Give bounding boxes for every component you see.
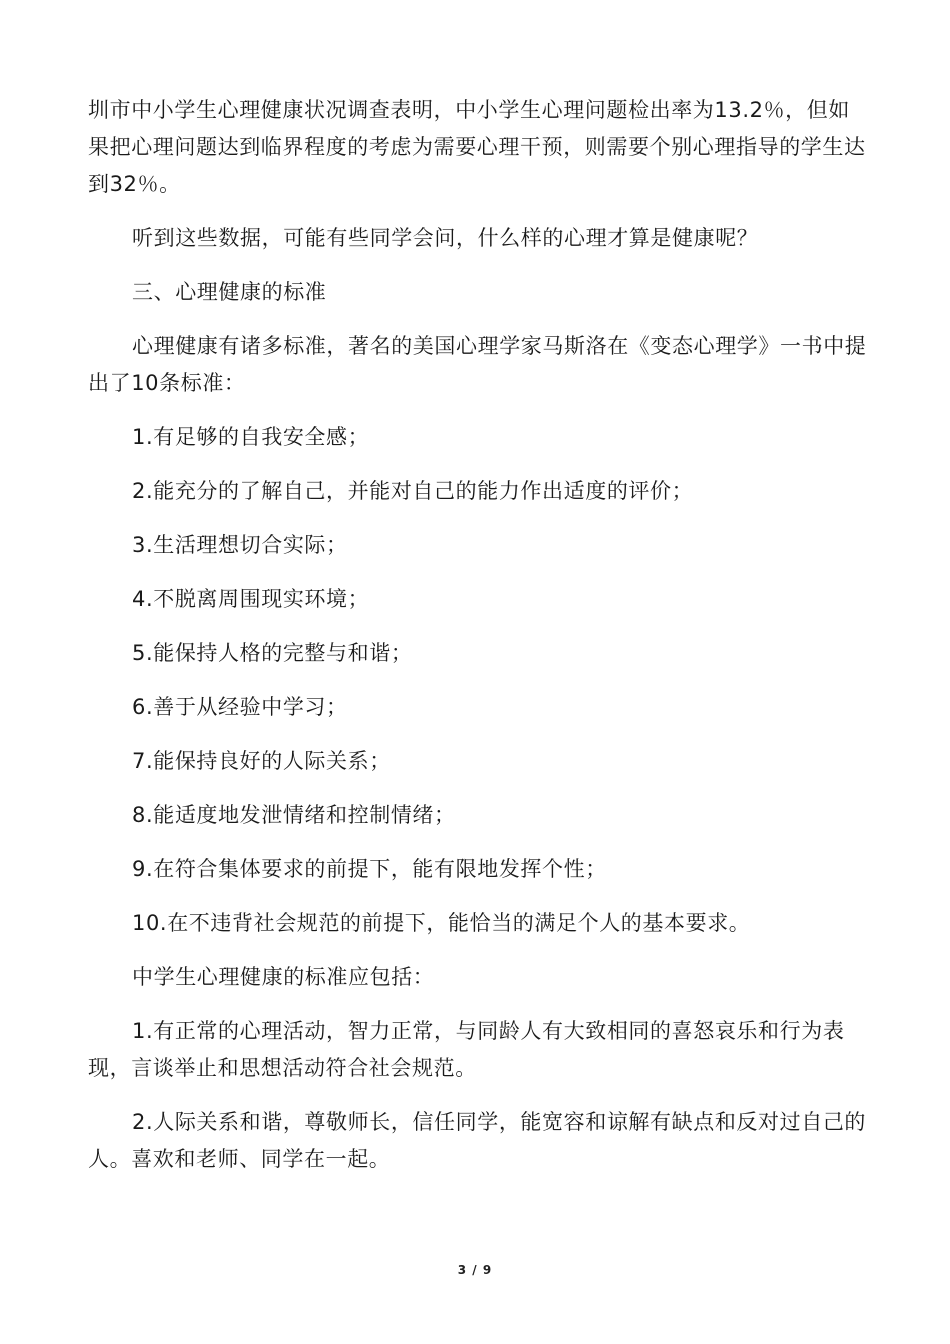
list-item-standard-9: 9.在符合集体要求的前提下，能有限地发挥个性； — [132, 857, 607, 881]
paragraph-student-standards-intro: 中学生心理健康的标准应包括： — [132, 965, 435, 989]
list-item-standard-3: 3.生活理想切合实际； — [132, 533, 348, 557]
list-item-standard-1: 1.有足够的自我安全感； — [132, 425, 370, 449]
list-item-student-standard-1: 1.有正常的心理活动，智力正常，与同龄人有大致相同的喜怒哀乐和行为表现，言谈举止和思想活动符合社会规范。 — [88, 1019, 845, 1080]
list-item-standard-4: 4.不脱离周围现实环境； — [132, 587, 370, 611]
list-item-standard-7: 7.能保持良好的人际关系； — [132, 749, 391, 773]
document-body — [88, 92, 868, 1195]
section-heading-standards: 三、心理健康的标准 — [132, 280, 327, 304]
list-item-standard-2: 2.能充分的了解自己，并能对自己的能力作出适度的评价； — [132, 479, 694, 503]
list-item-standard-8: 8.能适度地发泄情绪和控制情绪； — [132, 803, 456, 827]
paragraph-question: 听到这些数据，可能有些同学会问，什么样的心理才算是健康呢？ — [132, 226, 759, 250]
paragraph-maslow-intro: 心理健康有诸多标准，著名的美国心理学家马斯洛在《变态心理学》一书中提出了10条标准： — [88, 334, 867, 395]
list-item-standard-10: 10.在不违背社会规范的前提下，能恰当的满足个人的基本要求。 — [132, 911, 751, 935]
paragraph-survey-result: 圳市中小学生心理健康状况调查表明，中小学生心理问题检出率为13.2％，但如果把心理问题达到临界程度的考虑为需要心理干预，则需要个别心理指导的学生达到32％。 — [88, 98, 866, 196]
list-item-standard-5: 5.能保持人格的完整与和谐； — [132, 641, 413, 665]
list-item-standard-6: 6.善于从经验中学习； — [132, 695, 348, 719]
page-number: 3 / 9 — [457, 1263, 493, 1277]
list-item-student-standard-2: 2.人际关系和谐，尊敬师长，信任同学，能宽容和谅解有缺点和反对过自己的人。喜欢和老师、同学在一起。 — [88, 1110, 867, 1171]
